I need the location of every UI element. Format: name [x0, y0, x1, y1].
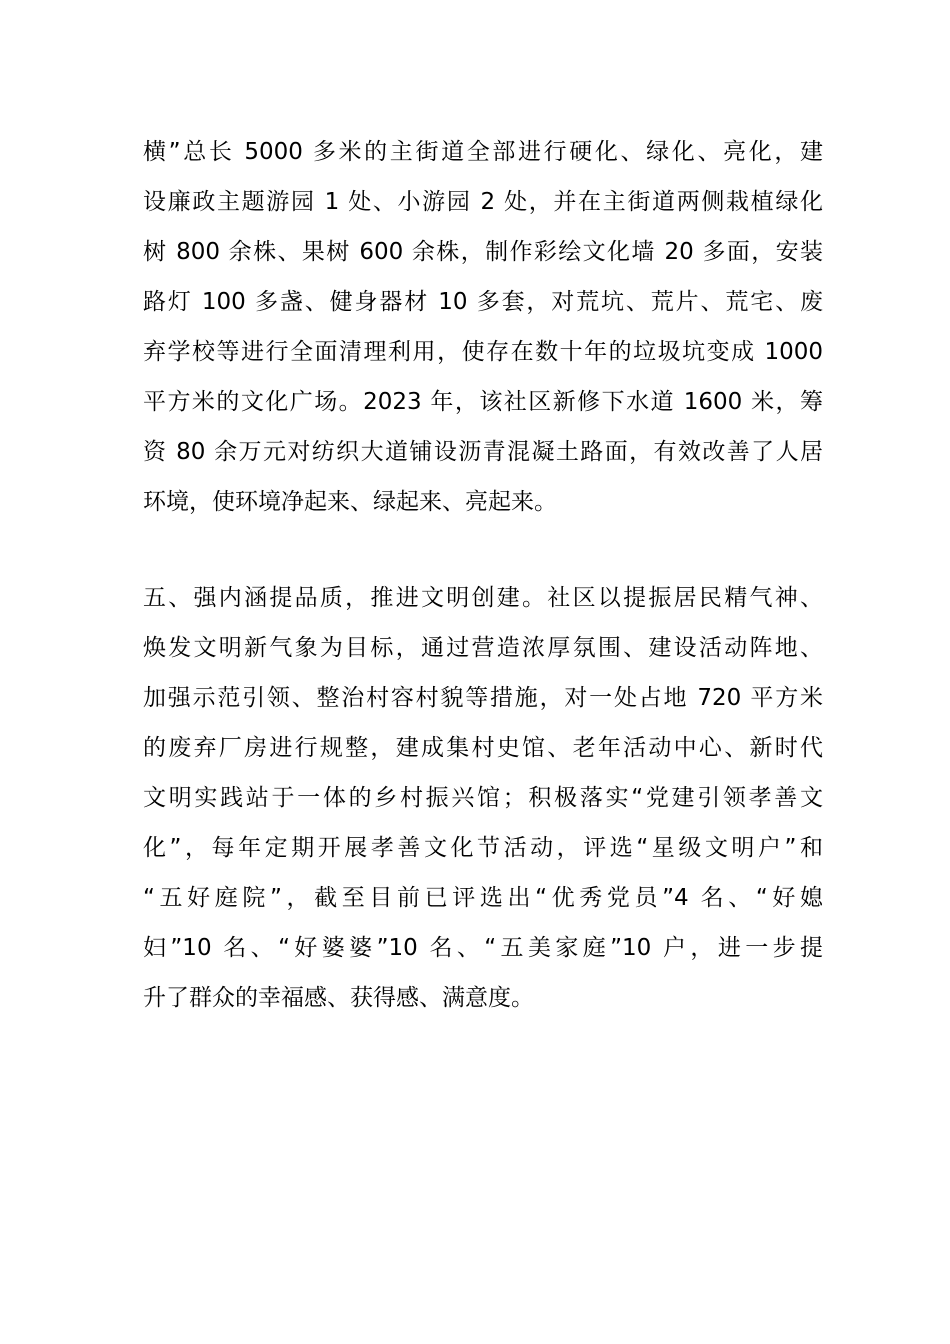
text-line: 路灯 100 多盏、健身器材 10 多套，对荒坑、荒片、荒宅、废	[143, 289, 823, 315]
text-line: 平方米的文化广场。2023 年，该社区新修下水道 1600 米，筹	[143, 389, 823, 415]
text-line: 弃学校等进行全面清理利用，使存在数十年的垃圾坑变成 1000	[143, 339, 823, 365]
text-line: 横”总长 5000 多米的主街道全部进行硬化、绿化、亮化，建	[143, 139, 823, 165]
text-line: 文明实践站于一体的乡村振兴馆；积极落实“党建引领孝善文	[143, 785, 823, 811]
paragraph-civilization	[143, 573, 823, 1023]
text-line: 的废弃厂房进行规整，建成集村史馆、老年活动中心、新时代	[143, 735, 823, 761]
text-line: 焕发文明新气象为目标，通过营造浓厚氛围、建设活动阵地、	[143, 635, 823, 661]
text-line: 妇”10 名、“好婆婆”10 名、“五美家庭”10 户，进一步提	[143, 935, 823, 961]
paragraph-environment	[143, 127, 823, 527]
text-line: 设廉政主题游园 1 处、小游园 2 处，并在主街道两侧栽植绿化	[143, 189, 823, 215]
text-line: 化”，每年定期开展孝善文化节活动，评选“星级文明户”和	[143, 835, 823, 861]
text-line: 升了群众的幸福感、获得感、满意度。	[143, 985, 534, 1011]
text-line: 树 800 余株、果树 600 余株，制作彩绘文化墙 20 多面，安装	[143, 239, 823, 265]
text-line: 环境，使环境净起来、绿起来、亮起来。	[143, 489, 557, 515]
text-line: 加强示范引领、整治村容村貌等措施，对一处占地 720 平方米	[143, 685, 823, 711]
section-heading-line: 五、强内涵提品质，推进文明创建。社区以提振居民精气神、	[143, 585, 823, 611]
text-line: “五好庭院”，截至目前已评选出“优秀党员”4 名、“好媳	[143, 885, 823, 911]
text-line: 资 80 余万元对纺织大道铺设沥青混凝土路面，有效改善了人居	[143, 439, 823, 465]
